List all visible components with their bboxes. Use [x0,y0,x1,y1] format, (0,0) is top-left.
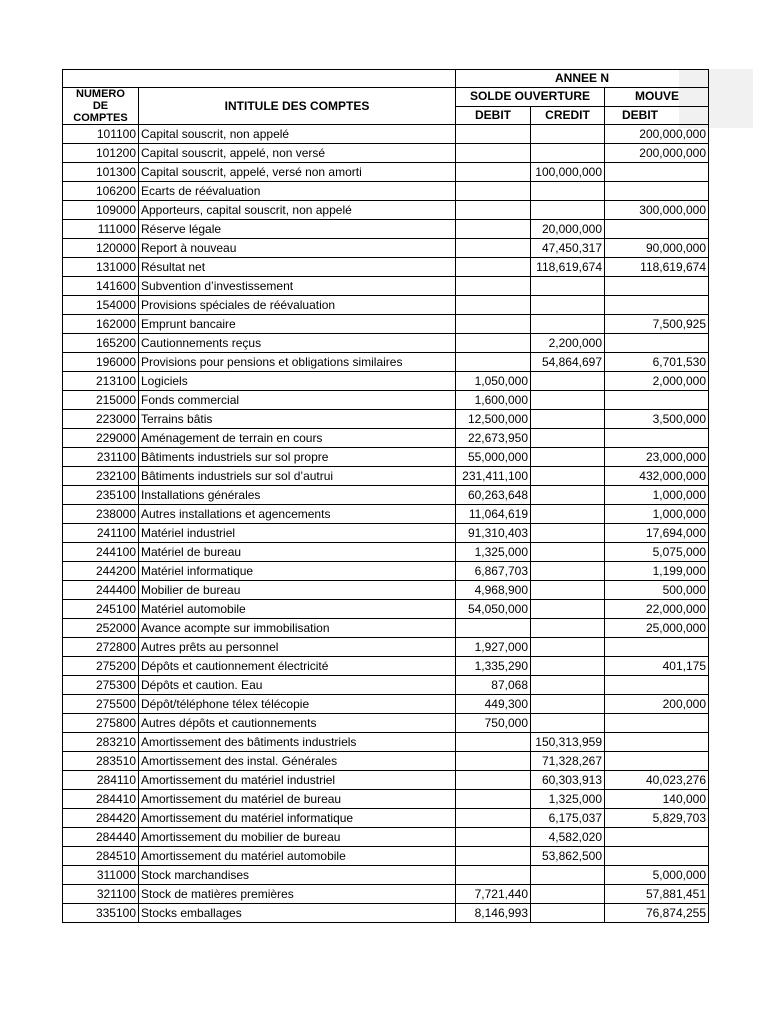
movement-debit-cell: 5,000,000 [605,866,709,885]
account-number-cell: 235100 [63,486,139,505]
account-label-cell: Amortissement du matériel industriel [139,771,456,790]
opening-credit-cell [531,448,605,467]
movement-debit-cell [605,429,709,448]
account-number-cell: 165200 [63,334,139,353]
opening-debit-cell: 91,310,403 [456,524,531,543]
opening-credit-cell [531,182,605,201]
account-label-cell: Bâtiments industriels sur sol propre [139,448,456,467]
opening-debit-cell: 11,064,619 [456,505,531,524]
table-row [63,619,709,638]
account-label-cell: Subvention d’investissement [139,277,456,296]
account-number-cell: 283210 [63,733,139,752]
opening-credit-cell [531,505,605,524]
table-row [63,201,709,220]
opening-debit-cell [456,163,531,182]
opening-credit-cell [531,524,605,543]
account-label-cell: Matériel informatique [139,562,456,581]
movement-debit-cell [605,733,709,752]
opening-credit-cell [531,676,605,695]
opening-debit-cell: 1,325,000 [456,543,531,562]
opening-debit-cell [456,239,531,258]
account-label-cell: Matériel de bureau [139,543,456,562]
movement-debit-cell: 500,000 [605,581,709,600]
table-row [63,828,709,847]
account-number-cell: 284110 [63,771,139,790]
opening-credit-cell: 150,313,959 [531,733,605,752]
opening-credit-cell [531,657,605,676]
account-label-cell: Amortissement des bâtiments industriels [139,733,456,752]
account-number-cell: 275200 [63,657,139,676]
table-row [63,524,709,543]
opening-debit-cell: 231,411,100 [456,467,531,486]
account-number-cell: 275500 [63,695,139,714]
credit-header: CREDIT [531,106,605,125]
opening-debit-cell [456,353,531,372]
opening-debit-cell [456,866,531,885]
movement-debit-cell: 7,500,925 [605,315,709,334]
opening-credit-cell: 6,175,037 [531,809,605,828]
account-number-cell: 101300 [63,163,139,182]
movement-debit-cell: 432,000,000 [605,467,709,486]
movement-debit-cell: 1,000,000 [605,486,709,505]
movement-debit-cell [605,391,709,410]
movement-debit-cell [605,847,709,866]
account-number-cell: 231100 [63,448,139,467]
table-row [63,391,709,410]
movement-debit-cell: 17,694,000 [605,524,709,543]
account-number-cell: 335100 [63,904,139,923]
table-row [63,410,709,429]
opening-credit-cell: 118,619,674 [531,258,605,277]
table-row [63,182,709,201]
opening-debit-cell: 12,500,000 [456,410,531,429]
opening-debit-cell: 449,300 [456,695,531,714]
account-label-cell: Apporteurs, capital souscrit, non appelé [139,201,456,220]
opening-credit-cell [531,410,605,429]
table-row [63,125,709,144]
account-number-cell: 283510 [63,752,139,771]
account-label-cell: Avance acompte sur immobilisation [139,619,456,638]
opening-credit-cell: 20,000,000 [531,220,605,239]
opening-credit-cell [531,581,605,600]
account-number-cell: 196000 [63,353,139,372]
account-label-cell: Aménagement de terrain en cours [139,429,456,448]
table-row [63,695,709,714]
movement-debit-cell: 40,023,276 [605,771,709,790]
account-label-cell: Matériel industriel [139,524,456,543]
opening-credit-cell: 71,328,267 [531,752,605,771]
movement-debit-cell: 300,000,000 [605,201,709,220]
opening-credit-cell [531,543,605,562]
opening-debit-cell: 750,000 [456,714,531,733]
table-row [63,562,709,581]
account-label-cell: Dépôt/téléphone télex télécopie [139,695,456,714]
table-row [63,543,709,562]
account-number-cell: 241100 [63,524,139,543]
table-row [63,467,709,486]
account-label-cell: Ecarts de réévaluation [139,182,456,201]
table-row [63,505,709,524]
movement-debit-cell: 1,199,000 [605,562,709,581]
opening-credit-cell: 100,000,000 [531,163,605,182]
account-number-cell: 213100 [63,372,139,391]
opening-credit-cell: 1,325,000 [531,790,605,809]
opening-debit-cell: 6,867,703 [456,562,531,581]
movement-debit-cell: 6,701,530 [605,353,709,372]
account-number-cell: 321100 [63,885,139,904]
account-number-cell: 244400 [63,581,139,600]
table-row [63,847,709,866]
opening-credit-cell: 2,200,000 [531,334,605,353]
movement-debit-cell: 140,000 [605,790,709,809]
movement-debit-cell: 25,000,000 [605,619,709,638]
movement-debit-cell: 76,874,255 [605,904,709,923]
table-row [63,448,709,467]
account-number-cell: 272800 [63,638,139,657]
table-row [63,296,709,315]
opening-credit-cell [531,467,605,486]
table-row [63,809,709,828]
table-row [63,676,709,695]
opening-debit-cell [456,619,531,638]
account-number-cell: 284420 [63,809,139,828]
spreadsheet [62,69,706,946]
movement-debit-cell: 118,619,674 [605,258,709,277]
opening-credit-cell [531,125,605,144]
account-number-cell: 131000 [63,258,139,277]
movement-debit-cell [605,182,709,201]
mouvement-header: MOUVE [605,88,709,107]
account-label-cell: Réserve légale [139,220,456,239]
movement-debit-cell: 1,000,000 [605,505,709,524]
table-row [63,486,709,505]
opening-credit-cell [531,391,605,410]
movement-debit-cell [605,828,709,847]
account-label-cell: Autres prêts au personnel [139,638,456,657]
opening-debit-cell: 60,263,648 [456,486,531,505]
opening-credit-cell: 47,450,317 [531,239,605,258]
movement-debit-cell: 401,175 [605,657,709,676]
account-label-cell: Résultat net [139,258,456,277]
account-number-cell: 252000 [63,619,139,638]
opening-credit-cell [531,600,605,619]
opening-credit-cell [531,866,605,885]
account-number-cell: 284510 [63,847,139,866]
movement-debit-cell: 90,000,000 [605,239,709,258]
account-label-cell: Amortissement des instal. Générales [139,752,456,771]
opening-credit-cell [531,201,605,220]
account-number-cell: 238000 [63,505,139,524]
account-number-cell: 229000 [63,429,139,448]
opening-credit-cell [531,904,605,923]
opening-debit-cell [456,201,531,220]
opening-debit-cell: 55,000,000 [456,448,531,467]
table-row [63,752,709,771]
table-body [63,125,709,923]
account-number-cell: 141600 [63,277,139,296]
account-number-cell: 106200 [63,182,139,201]
movement-debit-cell: 57,881,451 [605,885,709,904]
table-row [63,904,709,923]
opening-credit-cell [531,885,605,904]
account-number-cell: 275800 [63,714,139,733]
movement-debit-cell: 5,829,703 [605,809,709,828]
opening-debit-cell: 7,721,440 [456,885,531,904]
account-label-cell: Capital souscrit, appelé, versé non amorti [139,163,456,182]
movement-debit-cell [605,334,709,353]
opening-debit-cell: 1,927,000 [456,638,531,657]
opening-debit-cell: 22,673,950 [456,429,531,448]
account-label-cell: Stock marchandises [139,866,456,885]
opening-debit-cell [456,277,531,296]
account-number-cell: 154000 [63,296,139,315]
table-row [63,733,709,752]
table-row [63,315,709,334]
table-row [63,239,709,258]
movement-debit-cell [605,638,709,657]
table-row [63,277,709,296]
account-label-cell: Cautionnements reçus [139,334,456,353]
account-label-cell: Mobilier de bureau [139,581,456,600]
table-row [63,790,709,809]
movement-debit-cell: 22,000,000 [605,600,709,619]
account-number-cell: 111000 [63,220,139,239]
movement-debit-cell [605,163,709,182]
account-number-cell: 162000 [63,315,139,334]
table-row [63,771,709,790]
account-label-cell: Dépôts et caution. Eau [139,676,456,695]
accounts-table [62,69,709,923]
account-number-cell: 215000 [63,391,139,410]
opening-debit-cell [456,752,531,771]
table-row [63,353,709,372]
opening-credit-cell [531,695,605,714]
movement-debit-cell: 3,500,000 [605,410,709,429]
table-row [63,429,709,448]
account-label-cell: Autres dépôts et cautionnements [139,714,456,733]
account-label-cell: Installations générales [139,486,456,505]
opening-credit-cell [531,562,605,581]
account-label-cell: Stock de matières premières [139,885,456,904]
account-number-cell: 223000 [63,410,139,429]
account-number-cell: 101100 [63,125,139,144]
movement-debit-cell [605,220,709,239]
opening-credit-cell: 60,303,913 [531,771,605,790]
opening-credit-cell: 53,862,500 [531,847,605,866]
account-number-cell: 244200 [63,562,139,581]
movement-debit-cell: 23,000,000 [605,448,709,467]
opening-credit-cell: 54,864,697 [531,353,605,372]
account-number-cell: 275300 [63,676,139,695]
opening-credit-cell [531,429,605,448]
opening-debit-cell [456,771,531,790]
mouvement-debit-header: DEBIT [605,106,709,125]
account-label-cell: Amortissement du mobilier de bureau [139,828,456,847]
opening-debit-cell [456,847,531,866]
opening-debit-cell [456,809,531,828]
account-number-cell: 245100 [63,600,139,619]
table-row [63,220,709,239]
account-number-cell: 109000 [63,201,139,220]
table-row [63,885,709,904]
table-row [63,657,709,676]
table-row [63,163,709,182]
movement-debit-cell [605,296,709,315]
opening-debit-cell: 54,050,000 [456,600,531,619]
movement-debit-cell: 2,000,000 [605,372,709,391]
opening-credit-cell [531,315,605,334]
account-label-cell: Bâtiments industriels sur sol d’autrui [139,467,456,486]
opening-debit-cell [456,182,531,201]
account-label-cell: Emprunt bancaire [139,315,456,334]
movement-debit-cell [605,277,709,296]
movement-debit-cell [605,752,709,771]
table-row [63,581,709,600]
opening-debit-cell: 87,068 [456,676,531,695]
intitule-header: INTITULE DES COMPTES [139,88,456,125]
account-number-cell: 244100 [63,543,139,562]
annee-header: ANNEE N [456,70,709,88]
opening-debit-cell [456,258,531,277]
table-row [63,258,709,277]
opening-debit-cell: 4,968,900 [456,581,531,600]
solde-ouverture-header: SOLDE OUVERTURE [456,88,605,107]
movement-debit-cell [605,714,709,733]
table-row [63,638,709,657]
account-label-cell: Amortissement du matériel informatique [139,809,456,828]
account-label-cell: Provisions pour pensions et obligations similaires [139,353,456,372]
opening-credit-cell [531,144,605,163]
opening-debit-cell [456,334,531,353]
opening-credit-cell [531,486,605,505]
account-label-cell: Capital souscrit, non appelé [139,125,456,144]
account-label-cell: Fonds commercial [139,391,456,410]
opening-credit-cell [531,714,605,733]
account-number-cell: 101200 [63,144,139,163]
account-number-cell: 284440 [63,828,139,847]
opening-debit-cell: 1,050,000 [456,372,531,391]
opening-credit-cell [531,638,605,657]
table-row [63,600,709,619]
account-label-cell: Matériel automobile [139,600,456,619]
movement-debit-cell [605,676,709,695]
account-label-cell: Autres installations et agencements [139,505,456,524]
account-label-cell: Terrains bâtis [139,410,456,429]
account-number-cell: 284410 [63,790,139,809]
movement-debit-cell: 5,075,000 [605,543,709,562]
opening-debit-cell: 1,600,000 [456,391,531,410]
account-label-cell: Stocks emballages [139,904,456,923]
opening-credit-cell [531,296,605,315]
account-label-cell: Amortissement du matériel de bureau [139,790,456,809]
opening-debit-cell: 8,146,993 [456,904,531,923]
movement-debit-cell: 200,000 [605,695,709,714]
table-row [63,144,709,163]
account-label-cell: Amortissement du matériel automobile [139,847,456,866]
opening-credit-cell [531,619,605,638]
table-row [63,334,709,353]
opening-debit-cell [456,828,531,847]
opening-debit-cell [456,790,531,809]
opening-debit-cell: 1,335,290 [456,657,531,676]
opening-credit-cell [531,277,605,296]
movement-debit-cell: 200,000,000 [605,125,709,144]
movement-debit-cell: 200,000,000 [605,144,709,163]
account-label-cell: Report à nouveau [139,239,456,258]
debit-header: DEBIT [456,106,531,125]
opening-debit-cell [456,144,531,163]
account-number-cell: 232100 [63,467,139,486]
opening-debit-cell [456,220,531,239]
account-label-cell: Capital souscrit, appelé, non versé [139,144,456,163]
account-label-cell: Logiciels [139,372,456,391]
opening-debit-cell [456,315,531,334]
table-row [63,372,709,391]
table-row [63,714,709,733]
opening-credit-cell [531,372,605,391]
account-label-cell: Provisions spéciales de réévaluation [139,296,456,315]
account-number-cell: 120000 [63,239,139,258]
opening-debit-cell [456,125,531,144]
numero-header: NUMERO DE COMPTES [63,88,139,125]
table-row [63,866,709,885]
opening-credit-cell: 4,582,020 [531,828,605,847]
account-number-cell: 311000 [63,866,139,885]
account-label-cell: Dépôts et cautionnement électricité [139,657,456,676]
opening-debit-cell [456,733,531,752]
opening-debit-cell [456,296,531,315]
